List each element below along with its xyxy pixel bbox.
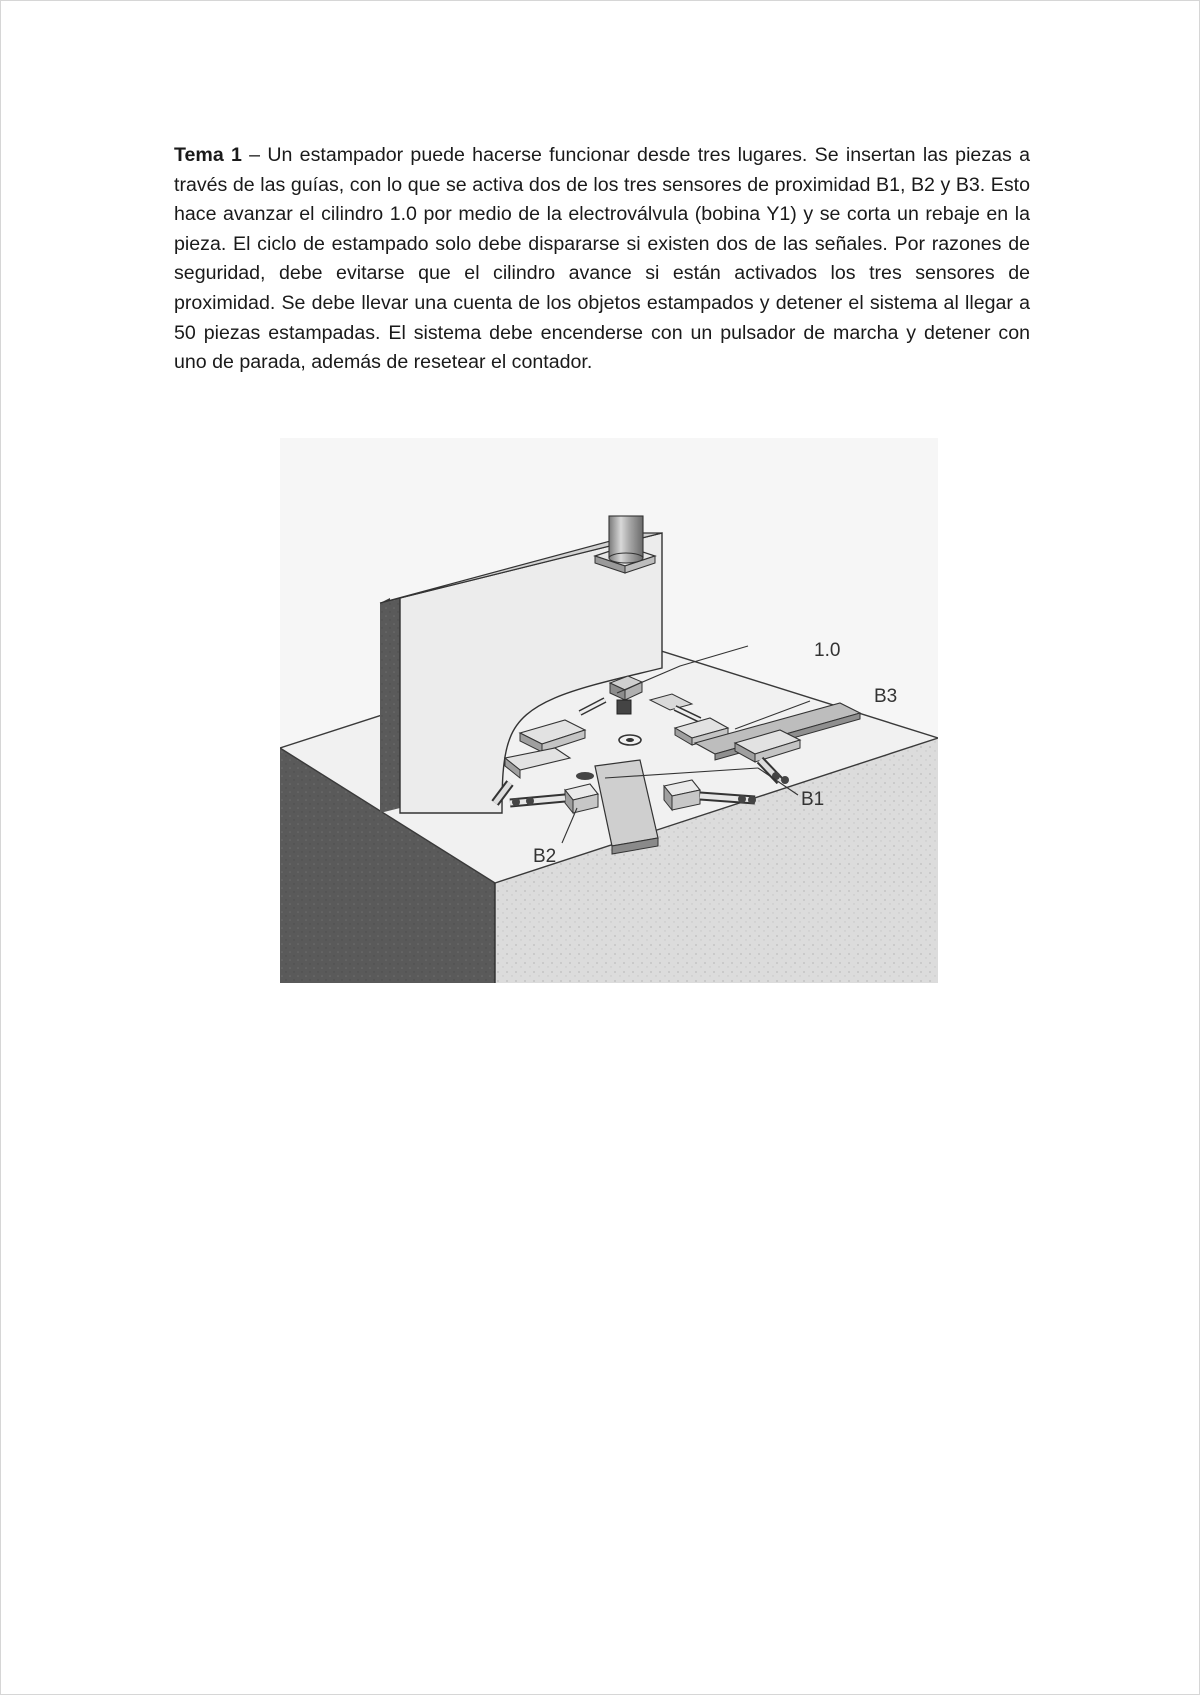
topic-heading: Tema 1 [174, 144, 242, 166]
label-sensor-b1: B1 [801, 789, 825, 810]
press-frame-dark-side [380, 598, 400, 813]
stamping-machine-drawing [280, 438, 938, 983]
label-sensor-b3: B3 [874, 686, 898, 707]
problem-text: Un estampador puede hacerse funcionar desde tres lugares. Se insertan las piezas a través de las guías, con lo que se activa dos de los tres sensores de proximidad B1, B2 y B3. Esto hace avanzar el cilindro 1.0 por medio de la electroválvula (bobina Y1) y se corta un rebaje en la pieza. El ciclo de estampado solo debe dispararse si existen dos de las señales. Por razones de seguridad, debe evitarse que el cilindro avance si están activados los tres sensores de proximidad. Se debe llevar una cuenta de los objetos estampados y detener el sistema al llegar a 50 piezas estampadas. El sistema debe encenderse con un pulsador de marcha y detener con uno de parada, además de resetear el contador. [174, 144, 1030, 374]
problem-statement [174, 141, 1030, 378]
stamping-machine-illustration [280, 438, 938, 983]
cylinder-rod [609, 516, 643, 558]
heading-separator: – [241, 144, 268, 166]
label-sensor-b2: B2 [533, 846, 557, 867]
label-cylinder-1-0: 1.0 [814, 640, 841, 661]
